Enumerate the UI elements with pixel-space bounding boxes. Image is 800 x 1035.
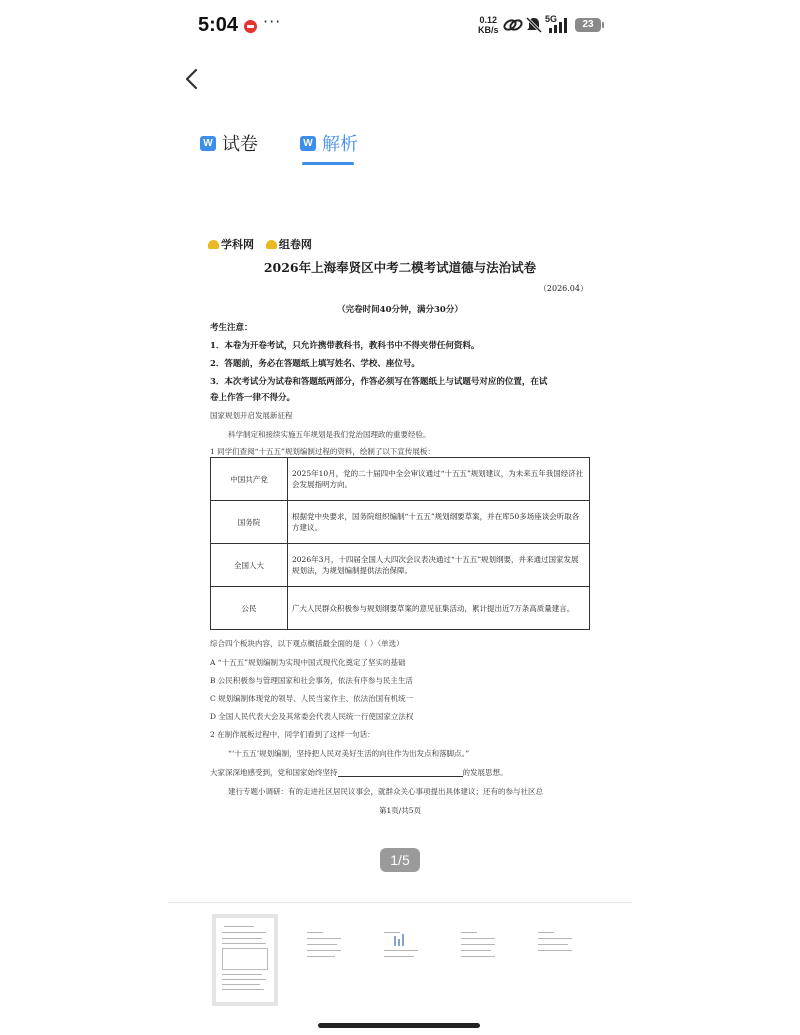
cap-icon: [266, 240, 277, 249]
question-2-continued: 建行专题小调研：有的走进社区居民议事会，就群众关心事项提出具体建议；还有的参与社区总: [228, 787, 543, 796]
question-1-intro: 1 同学们查阅“十五五”规划编制过程的资料，绘制了以下宣传展板：: [210, 447, 435, 456]
document-page[interactable]: [200, 228, 600, 828]
option-d: D 全国人民代表大会及其常委会代表人民统一行使国家立法权: [210, 712, 414, 721]
network-speed-unit: KB/s: [478, 25, 499, 35]
notice-item: 1．本卷为开卷考试，只允许携带教科书，教科书中不得夹带任何资料。: [210, 341, 480, 351]
option-b: B 公民积极参与管理国家和社会事务，依法有序参与民主生活: [210, 676, 413, 685]
notice-item: 3．本次考试分为试卷和答题纸两部分，作答必须写在答题纸上与试题号对应的位置，在试: [210, 377, 548, 387]
question-2-quote: “‘十五五’规划编制，坚持把人民对美好生活的向往作为出发点和落脚点。”: [228, 749, 470, 758]
word-doc-icon: W: [300, 136, 316, 151]
cap-icon: [208, 240, 219, 249]
document-title: 2026年上海奉贤区中考二模考试道德与法治试卷: [263, 260, 537, 275]
status-bar: [0, 0, 800, 56]
exam-time-note: （完卷时间40分钟，满分30分）: [337, 305, 463, 315]
notice-item: 2．答题前，务必在答题纸上填写姓名、学校、座位号。: [210, 359, 420, 369]
option-a: A “十五五”规划编制为实现中国式现代化奠定了坚实的基础: [210, 658, 406, 667]
tab-analysis[interactable]: [300, 128, 380, 164]
table-row: [211, 458, 590, 501]
publisher-logos: [208, 236, 320, 252]
thumbnail-page-1[interactable]: [212, 914, 278, 1006]
table-cell-text: 2025年10月，党的二十届四中全会审议通过“十五五”规划建议，为未来五年我国经济社会发展指明方向。: [288, 458, 590, 501]
blank-suffix: 的发展思想。: [462, 768, 508, 777]
display-board-table: [210, 457, 590, 630]
logo-zujuan: 组卷网: [266, 236, 312, 252]
table-cell-text: 广大人民群众积极参与规划纲要草案的意见征集活动，累计提出近7万条高质量建言。: [288, 587, 590, 630]
thumbnail-page-4[interactable]: [457, 920, 497, 980]
tab-label: 解析: [322, 134, 358, 155]
thumbnail-page-5[interactable]: [534, 920, 574, 980]
active-tab-indicator: [302, 162, 354, 165]
section-title: 国家规划开启发展新征程: [210, 411, 293, 420]
battery-indicator: 23: [575, 18, 601, 32]
tab-exam-paper[interactable]: [200, 128, 280, 164]
notice-item: 卷上作答一律不得分。: [210, 393, 296, 403]
option-c: C 规划编制体现党的领导、人民当家作主、依法治国有机统一: [210, 694, 414, 703]
word-doc-icon: W: [200, 136, 216, 151]
table-cell-org: 国务院: [211, 501, 288, 544]
screen-record-icon: [244, 20, 257, 33]
hotspot-link-icon: [503, 16, 523, 34]
notice-heading: 考生注意：: [210, 323, 253, 333]
network-speed: [478, 15, 499, 35]
clock: 5:04: [198, 14, 239, 36]
mute-bell-icon: [526, 16, 542, 34]
table-row: [211, 544, 590, 587]
table-cell-org: 全国人大: [211, 544, 288, 587]
chevron-left-icon: [178, 62, 208, 96]
answer-blank: [338, 768, 463, 777]
tab-label: 试卷: [222, 134, 258, 155]
blank-prefix: 大家深深地感受到，党和国家始终坚持: [210, 768, 338, 777]
logo-zxxk: 学科网: [208, 236, 254, 252]
thumbnail-page-2[interactable]: [303, 920, 343, 980]
divider: [168, 902, 632, 903]
back-button[interactable]: [178, 62, 208, 96]
more-notifications-icon: ···: [263, 12, 282, 31]
section-intro: 科学制定和接续实施五年规划是我们党治国理政的重要经验。: [228, 430, 431, 439]
table-row: [211, 587, 590, 630]
network-speed-value: 0.12: [479, 15, 498, 25]
table-cell-org: 公民: [211, 587, 288, 630]
signal-strength-icon: [548, 16, 570, 34]
table-cell-text: 2026年3月，十四届全国人大四次会议表决通过“十五五”规划纲要，并来通过国家发展规划法，为规划编制提供法治保障。: [288, 544, 590, 587]
question-2-blank-line: [210, 767, 508, 778]
table-cell-org: 中国共产党: [211, 458, 288, 501]
document-page-number: 第1页/共5页: [378, 806, 422, 815]
table-row: [211, 501, 590, 544]
page-indicator: 1/5: [380, 848, 420, 872]
question-1-stem: 综合四个板块内容，以下观点概括最全面的是（ ）（单选）: [210, 639, 404, 648]
document-date: （2026.04）: [538, 284, 588, 293]
home-indicator[interactable]: [318, 1023, 480, 1028]
signal-type-label: 5G: [545, 14, 558, 24]
thumbnail-page-3[interactable]: [380, 920, 420, 980]
table-cell-text: 根据党中央要求，国务院组织编制“十五五”规划纲要草案，并在库50多场座谈会听取各方建议。: [288, 501, 590, 544]
question-2-intro: 2 在制作展板过程中，同学们看到了这样一句话：: [210, 730, 375, 739]
